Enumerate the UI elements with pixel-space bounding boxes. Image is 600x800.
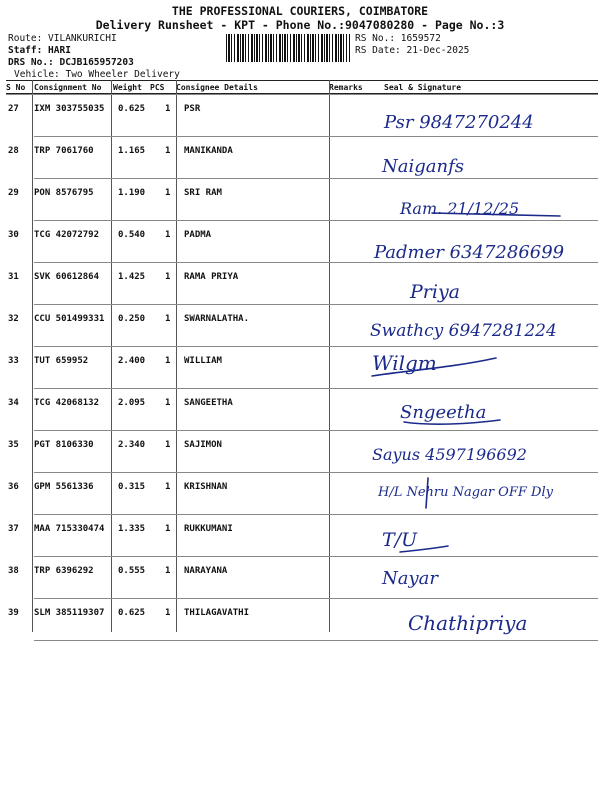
row-consignment: TRP 6396292 bbox=[34, 566, 94, 576]
row-divider bbox=[34, 472, 598, 473]
row-pcs: 1 bbox=[165, 524, 171, 534]
row-weight: 0.540 bbox=[118, 230, 146, 240]
row-consignment: TUT 659952 bbox=[34, 356, 89, 366]
row-pcs: 1 bbox=[165, 482, 171, 492]
row-pcs: 1 bbox=[165, 608, 171, 618]
row-consignee: PSR bbox=[184, 104, 201, 114]
signature-bracket bbox=[426, 478, 428, 508]
row-divider bbox=[34, 430, 598, 431]
row-consignment: TCG 42072792 bbox=[34, 230, 100, 240]
drs-label: DRS No.: DCJB165957203 bbox=[8, 57, 134, 68]
signature-29: Ram. 21/12/25 bbox=[400, 199, 520, 218]
row-sno: 34 bbox=[8, 398, 19, 408]
rs-number: RS No.: 1659572 bbox=[355, 33, 441, 44]
row-divider bbox=[34, 388, 598, 389]
signature-30: Padmer 6347286699 bbox=[374, 242, 565, 263]
row-divider bbox=[34, 346, 598, 347]
signature-28: Naiganfs bbox=[382, 156, 464, 177]
row-divider bbox=[34, 598, 598, 599]
row-weight: 1.335 bbox=[118, 524, 146, 534]
row-consignment: SVK 60612864 bbox=[34, 272, 100, 282]
col-consignment: Consignment No bbox=[34, 83, 102, 92]
row-pcs: 1 bbox=[165, 272, 171, 282]
row-divider bbox=[34, 514, 598, 515]
row-consignee: PADMA bbox=[184, 230, 212, 240]
row-consignment: TCG 42068132 bbox=[34, 398, 100, 408]
rs-date: RS Date: 21-Dec-2025 bbox=[355, 45, 470, 56]
col-divider bbox=[111, 80, 112, 632]
row-divider bbox=[34, 178, 598, 179]
row-consignment: SLM 385119307 bbox=[34, 608, 105, 618]
row-divider bbox=[34, 640, 598, 641]
row-weight: 2.340 bbox=[118, 440, 146, 450]
row-sno: 29 bbox=[8, 188, 19, 198]
row-consignee: SANGEETHA bbox=[184, 398, 233, 408]
row-consignee: MANIKANDA bbox=[184, 146, 233, 156]
barcode bbox=[226, 34, 350, 62]
row-consignee: NARAYANA bbox=[184, 566, 228, 576]
row-pcs: 1 bbox=[165, 566, 171, 576]
signature-underline bbox=[400, 546, 448, 552]
col-weight: Weight bbox=[113, 83, 142, 92]
row-pcs: 1 bbox=[165, 440, 171, 450]
row-weight: 2.095 bbox=[118, 398, 146, 408]
signature-37: T/U bbox=[382, 529, 418, 551]
row-consignee: KRISHNAN bbox=[184, 482, 228, 492]
row-consignee: SAJIMON bbox=[184, 440, 222, 450]
row-sno: 30 bbox=[8, 230, 19, 240]
row-divider bbox=[34, 136, 598, 137]
row-weight: 1.165 bbox=[118, 146, 146, 156]
col-pcs: PCS bbox=[150, 83, 165, 92]
vehicle-label: Vehicle: Two Wheeler Delivery bbox=[14, 69, 180, 80]
signature-34: Sngeetha bbox=[400, 402, 487, 423]
row-divider bbox=[34, 304, 598, 305]
row-pcs: 1 bbox=[165, 230, 171, 240]
row-weight: 0.315 bbox=[118, 482, 146, 492]
row-consignment: IXM 303755035 bbox=[34, 104, 105, 114]
header-top-line bbox=[6, 80, 598, 81]
row-pcs: 1 bbox=[165, 188, 171, 198]
row-weight: 2.400 bbox=[118, 356, 146, 366]
col-consignee: Consignee Details bbox=[176, 83, 258, 92]
col-signature: Seal & Signature bbox=[384, 83, 462, 92]
signature-36: H/L Nehru Nagar OFF Dly bbox=[378, 485, 553, 500]
signature-underline bbox=[372, 358, 496, 376]
row-consignee: THILAGAVATHI bbox=[184, 608, 250, 618]
row-sno: 37 bbox=[8, 524, 19, 534]
row-consignment: PGT 8106330 bbox=[34, 440, 94, 450]
row-weight: 0.625 bbox=[118, 104, 146, 114]
row-sno: 36 bbox=[8, 482, 19, 492]
row-consignment: MAA 715330474 bbox=[34, 524, 105, 534]
row-consignee: RAMA PRIYA bbox=[184, 272, 239, 282]
col-divider bbox=[32, 80, 33, 632]
runsheet-subtitle: Delivery Runsheet - KPT - Phone No.:9047080280 - Page No.:3 bbox=[95, 18, 505, 32]
row-pcs: 1 bbox=[165, 146, 171, 156]
row-pcs: 1 bbox=[165, 356, 171, 366]
row-consignee: WILLIAM bbox=[184, 356, 222, 366]
row-sno: 33 bbox=[8, 356, 19, 366]
signature-33: Wilgm bbox=[372, 351, 437, 375]
row-sno: 32 bbox=[8, 314, 19, 324]
row-consignment: PON 8576795 bbox=[34, 188, 94, 198]
signature-32: Swathcy 6947281224 bbox=[370, 321, 557, 341]
signature-27: Psr 9847270244 bbox=[384, 112, 534, 133]
col-divider bbox=[329, 80, 330, 632]
row-divider bbox=[34, 220, 598, 221]
row-consignment: GPM 5561336 bbox=[34, 482, 94, 492]
row-pcs: 1 bbox=[165, 314, 171, 324]
signature-35: Sayus 4597196692 bbox=[372, 445, 527, 464]
row-weight: 0.250 bbox=[118, 314, 146, 324]
signature-underline bbox=[404, 420, 500, 424]
row-sno: 28 bbox=[8, 146, 19, 156]
row-sno: 35 bbox=[8, 440, 19, 450]
row-consignee: RUKKUMANI bbox=[184, 524, 233, 534]
col-sno: S No bbox=[6, 83, 26, 92]
company-title: THE PROFESSIONAL COURIERS, COIMBATORE bbox=[171, 4, 429, 18]
row-divider bbox=[34, 262, 598, 263]
row-sno: 39 bbox=[8, 608, 19, 618]
row-pcs: 1 bbox=[165, 104, 171, 114]
signature-31: Priya bbox=[410, 281, 461, 303]
row-consignment: TRP 7061760 bbox=[34, 146, 94, 156]
row-weight: 0.625 bbox=[118, 608, 146, 618]
row-weight: 0.555 bbox=[118, 566, 146, 576]
row-divider bbox=[34, 556, 598, 557]
row-sno: 31 bbox=[8, 272, 19, 282]
row-consignment: CCU 501499331 bbox=[34, 314, 105, 324]
row-pcs: 1 bbox=[165, 398, 171, 408]
row-sno: 38 bbox=[8, 566, 19, 576]
row-consignee: SWARNALATHA. bbox=[184, 314, 250, 324]
signature-38: Nayar bbox=[382, 568, 438, 589]
col-remarks: Remarks bbox=[329, 83, 363, 92]
col-divider bbox=[176, 80, 177, 632]
signature-39: Chathipriya bbox=[408, 611, 528, 635]
staff-label: Staff: HARI bbox=[8, 45, 71, 56]
row-consignee: SRI RAM bbox=[184, 188, 222, 198]
row-weight: 1.425 bbox=[118, 272, 146, 282]
row-sno: 27 bbox=[8, 104, 19, 114]
route-label: Route: VILANKURICHI bbox=[8, 33, 117, 44]
row-weight: 1.190 bbox=[118, 188, 146, 198]
row-divider bbox=[6, 94, 598, 95]
signature-underline bbox=[432, 213, 560, 216]
